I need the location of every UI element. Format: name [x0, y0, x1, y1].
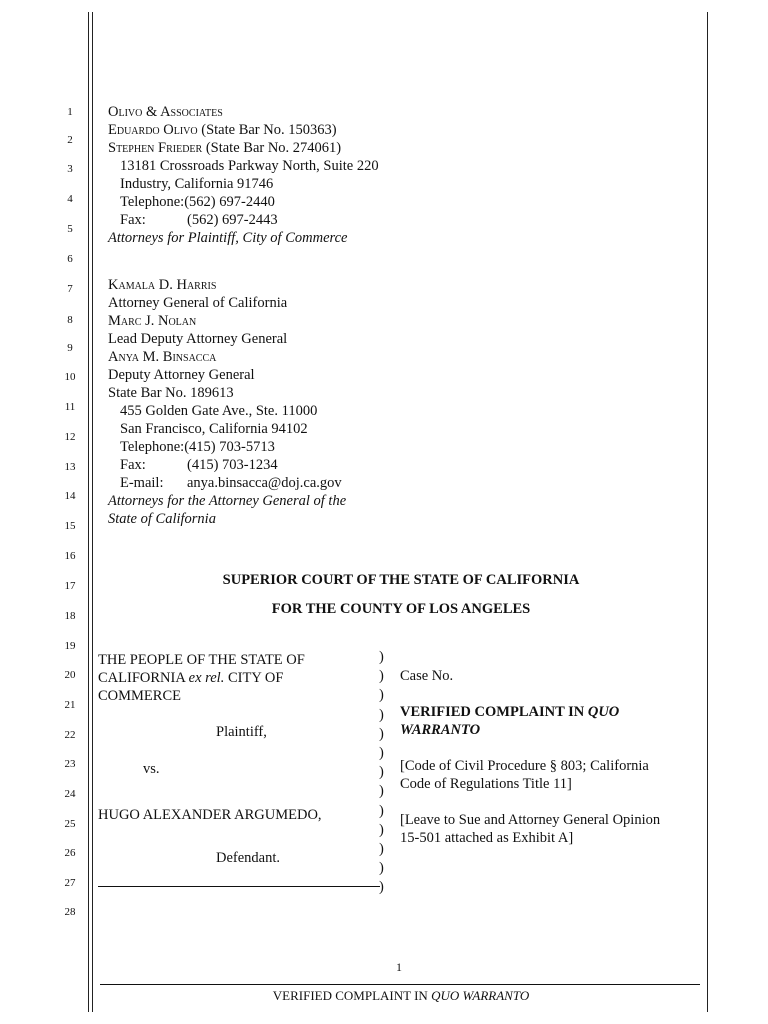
caption-rule — [98, 886, 380, 887]
attorney-1 — [108, 121, 337, 139]
ag-title-3: Deputy Attorney General — [108, 367, 255, 383]
paren: ) — [379, 668, 384, 685]
ag-fax: (415) 703-1234 — [187, 457, 278, 473]
court-name: SUPERIOR COURT OF THE STATE OF CALIFORNIA — [222, 572, 580, 588]
caption-parentheses — [379, 648, 393, 898]
document-title-1b: QUO — [587, 704, 620, 720]
line-number: 23 — [64, 758, 76, 770]
paren: ) — [379, 841, 384, 858]
ag-title-1: Attorney General of California — [108, 295, 288, 311]
paren: ) — [379, 745, 384, 762]
document-title-1a: VERIFIED COMPLAINT IN — [400, 704, 588, 720]
code-citation-2: Code of Regulations Title 11] — [400, 776, 572, 792]
line-number: 12 — [64, 431, 76, 443]
line-number: 25 — [64, 818, 76, 830]
ag-representation-1: Attorneys for the Attorney General of the — [108, 493, 347, 509]
paren: ) — [379, 706, 384, 723]
footer-title-b: QUO WARRANTO — [431, 988, 530, 1003]
firm-name: Olivo & Associates — [108, 104, 223, 120]
ag-bar-number: State Bar No. 189613 — [108, 385, 234, 401]
line-number: 11 — [64, 401, 76, 413]
line-number: 15 — [64, 520, 76, 532]
firm-fax: (562) 697-2443 — [187, 212, 278, 228]
line-number: 27 — [64, 877, 76, 889]
attorney-1-name: Eduardo Olivo — [108, 122, 198, 138]
attorney-1-bar: (State Bar No. 150363) — [197, 122, 337, 138]
footer-title — [96, 987, 706, 1005]
plaintiff-line-2 — [98, 669, 283, 687]
attorney-2-name: Stephen Frieder — [108, 140, 203, 156]
plaintiff-line-2c: CITY OF — [224, 670, 284, 686]
paren: ) — [379, 649, 384, 665]
line-number: 14 — [64, 490, 76, 502]
firm-address-1: 13181 Crossroads Parkway North, Suite 220 — [120, 158, 379, 174]
page-number: 1 — [396, 960, 402, 974]
paren: ) — [379, 725, 384, 742]
ag-fax-label: Fax: — [120, 457, 146, 473]
line-number: 24 — [64, 788, 76, 800]
right-margin-rule — [707, 12, 708, 1012]
document-title-1 — [400, 703, 619, 721]
line-number: 28 — [64, 906, 76, 918]
line-number: 5 — [67, 223, 73, 235]
ag-title-2: Lead Deputy Attorney General — [108, 331, 288, 347]
firm-telephone: Telephone:(562) 697-2440 — [120, 194, 275, 210]
line-number: 3 — [67, 163, 73, 175]
ag-name-2: Marc J. Nolan — [108, 313, 197, 329]
line-number: 2 — [67, 134, 73, 146]
line-number: 4 — [67, 193, 73, 205]
ag-name-1: Kamala D. Harris — [108, 277, 217, 293]
versus: vs. — [143, 761, 160, 777]
plaintiff-line-3: COMMERCE — [98, 688, 181, 704]
ag-address-1: 455 Golden Gate Ave., Ste. 11000 — [120, 403, 318, 419]
paren: ) — [379, 821, 384, 838]
footer-rule — [100, 984, 700, 985]
line-number: 8 — [67, 314, 73, 326]
firm-representation: Attorneys for Plaintiff, City of Commerce — [108, 230, 348, 246]
line-number: 13 — [64, 461, 76, 473]
ag-name-3: Anya M. Binsacca — [108, 349, 217, 365]
footer-title-a: VERIFIED COMPLAINT IN — [272, 988, 432, 1003]
ag-representation-2: State of California — [108, 511, 216, 527]
defendant-role: Defendant. — [216, 850, 281, 866]
attorney-2-bar: (State Bar No. 274061) — [202, 140, 342, 156]
paren: ) — [379, 783, 384, 800]
line-number: 7 — [67, 283, 73, 295]
firm-fax-label: Fax: — [120, 212, 146, 228]
line-number: 17 — [64, 580, 76, 592]
ag-telephone: Telephone:(415) 703-5713 — [120, 439, 275, 455]
paren: ) — [379, 879, 384, 896]
line-number: 19 — [64, 640, 76, 652]
paren: ) — [379, 764, 384, 781]
case-number-label: Case No. — [400, 668, 454, 684]
left-margin-rule-outer — [88, 12, 89, 1012]
line-number: 26 — [64, 847, 76, 859]
line-number: 10 — [64, 371, 76, 383]
line-number: 9 — [67, 342, 73, 354]
paren: ) — [379, 860, 384, 877]
ag-address-2: San Francisco, California 94102 — [120, 421, 308, 437]
line-number: 18 — [64, 610, 76, 622]
document-title-2: WARRANTO — [400, 722, 481, 738]
paren: ) — [379, 687, 384, 704]
line-number: 1 — [67, 106, 73, 118]
line-number: 6 — [67, 253, 73, 265]
leave-to-sue-1: [Leave to Sue and Attorney General Opinion — [400, 812, 661, 828]
plaintiff-line-1: THE PEOPLE OF THE STATE OF — [98, 652, 305, 668]
plaintiff-line-2a: CALIFORNIA — [98, 670, 189, 686]
ag-email: anya.binsacca@doj.ca.gov — [187, 475, 342, 491]
left-margin-rule-inner — [92, 12, 93, 1012]
court-county: FOR THE COUNTY OF LOS ANGELES — [271, 601, 531, 617]
code-citation-1: [Code of Civil Procedure § 803; California — [400, 758, 649, 774]
plaintiff-role: Plaintiff, — [216, 724, 267, 740]
paren: ) — [379, 802, 384, 819]
line-number: 22 — [64, 729, 76, 741]
plaintiff-ex-rel: ex rel. — [188, 670, 225, 686]
defendant-name: HUGO ALEXANDER ARGUMEDO, — [98, 807, 322, 823]
line-number: 16 — [64, 550, 76, 562]
ag-email-label: E-mail: — [120, 475, 164, 491]
line-number: 20 — [64, 669, 76, 681]
line-number: 21 — [64, 699, 76, 711]
firm-address-2: Industry, California 91746 — [120, 176, 274, 192]
attorney-2 — [108, 139, 341, 157]
leave-to-sue-2: 15-501 attached as Exhibit A] — [400, 830, 574, 846]
